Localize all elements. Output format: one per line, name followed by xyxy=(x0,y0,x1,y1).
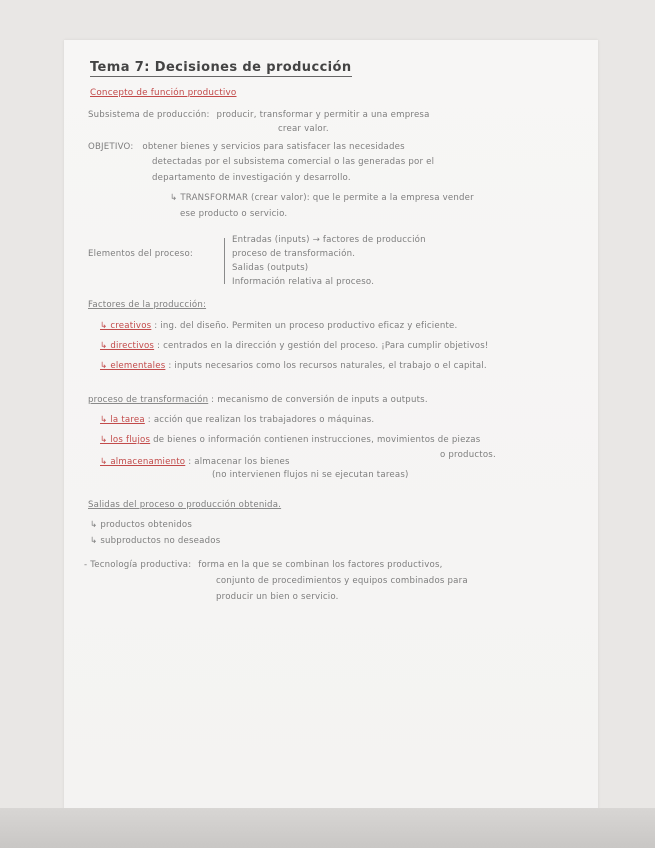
subsistema-line-1 xyxy=(88,110,430,120)
proceso-heading-rest: : mecanismo de conversión de inputs a outputs. xyxy=(211,395,428,405)
objetivo-line-2: detectadas por el subsistema comercial o las generadas por el xyxy=(152,157,435,167)
elementos-item-1: Entradas (inputs) → factores de producción xyxy=(232,235,426,245)
proceso-item-2-text: de bienes o información contienen instrucciones, movimientos de piezas xyxy=(153,435,481,445)
objetivo-text: obtener bienes y servicios para satisfacer las necesidades xyxy=(142,142,405,152)
proceso-item-1-text: : acción que realizan los trabajadores o máquinas. xyxy=(147,415,375,425)
elementos-item-2: proceso de transformación. xyxy=(232,249,356,259)
salidas-item-1: ↳ productos obtenidos xyxy=(90,520,193,530)
objetivo-sub-line-2: ese producto o servicio. xyxy=(180,209,288,219)
scan-bottom-edge xyxy=(0,808,655,848)
salidas-heading: Salidas del proceso o producción obtenida. xyxy=(88,500,282,510)
proceso-item-2 xyxy=(100,435,480,445)
factores-item-3-text: : inputs necesarios como los recursos naturales, el trabajo o el capital. xyxy=(168,361,487,371)
elementos-brace xyxy=(224,238,231,284)
proceso-heading: proceso de transformación xyxy=(88,395,209,405)
objetivo-sub-line-1: ↳ TRANSFORMAR (crear valor): que le permite a la empresa vender xyxy=(170,193,474,203)
factores-item-1-key: ↳ creativos xyxy=(100,321,152,331)
factores-item-1-text: : ing. del diseño. Permiten un proceso productivo eficaz y eficiente. xyxy=(154,321,458,331)
factores-item-1 xyxy=(100,321,457,331)
proceso-item-3-cont: (no intervienen flujos ni se ejecutan tareas) xyxy=(212,470,409,480)
proceso-item-2-key: ↳ los flujos xyxy=(100,435,151,445)
page-title-text: Tema 7: Decisiones de producción xyxy=(90,60,352,75)
salidas-item-2: ↳ subproductos no deseados xyxy=(90,536,221,546)
elementos-label: Elementos del proceso: xyxy=(88,249,194,259)
proceso-item-1-key: ↳ la tarea xyxy=(100,415,145,425)
objetivo-line-3: departamento de investigación y desarrollo. xyxy=(152,173,351,183)
factores-item-3-key: ↳ elementales xyxy=(100,361,166,371)
proceso-item-3-key: ↳ almacenamiento xyxy=(100,457,186,467)
proceso-heading-line xyxy=(88,395,428,405)
elementos-item-3: Salidas (outputs) xyxy=(232,263,309,273)
factores-item-3 xyxy=(100,361,487,371)
proceso-item-2-cont: o productos. xyxy=(440,450,496,460)
proceso-item-3-text: : almacenar los bienes xyxy=(188,457,290,467)
proceso-item-3 xyxy=(100,457,290,467)
tecnologia-line-2: conjunto de procedimientos y equipos combinados para xyxy=(216,576,468,586)
proceso-item-1 xyxy=(100,415,374,425)
subsistema-label: Subsistema de producción: xyxy=(88,110,210,120)
tecnologia-label: - Tecnología productiva: xyxy=(84,560,192,570)
tecnologia-line-3: producir un bien o servicio. xyxy=(216,592,339,602)
objetivo-line-1 xyxy=(88,142,405,152)
subsistema-line-2: crear valor. xyxy=(278,124,329,134)
subsistema-text: producir, transformar y permitir a una empresa xyxy=(216,110,430,120)
tecnologia-text: forma en la que se combinan los factores productivos, xyxy=(198,560,443,570)
factores-item-2 xyxy=(100,341,489,351)
factores-item-2-key: ↳ directivos xyxy=(100,341,155,351)
factores-heading: Factores de la producción: xyxy=(88,300,207,310)
objetivo-label: OBJETIVO: xyxy=(88,142,134,152)
tecnologia-line-1 xyxy=(84,560,443,570)
elementos-item-4: Información relativa al proceso. xyxy=(232,277,375,287)
page-title xyxy=(90,60,352,75)
concepto-heading: Concepto de función productivo xyxy=(90,88,237,98)
factores-item-2-text: : centrados en la dirección y gestión del proceso. ¡Para cumplir objetivos! xyxy=(157,341,489,351)
